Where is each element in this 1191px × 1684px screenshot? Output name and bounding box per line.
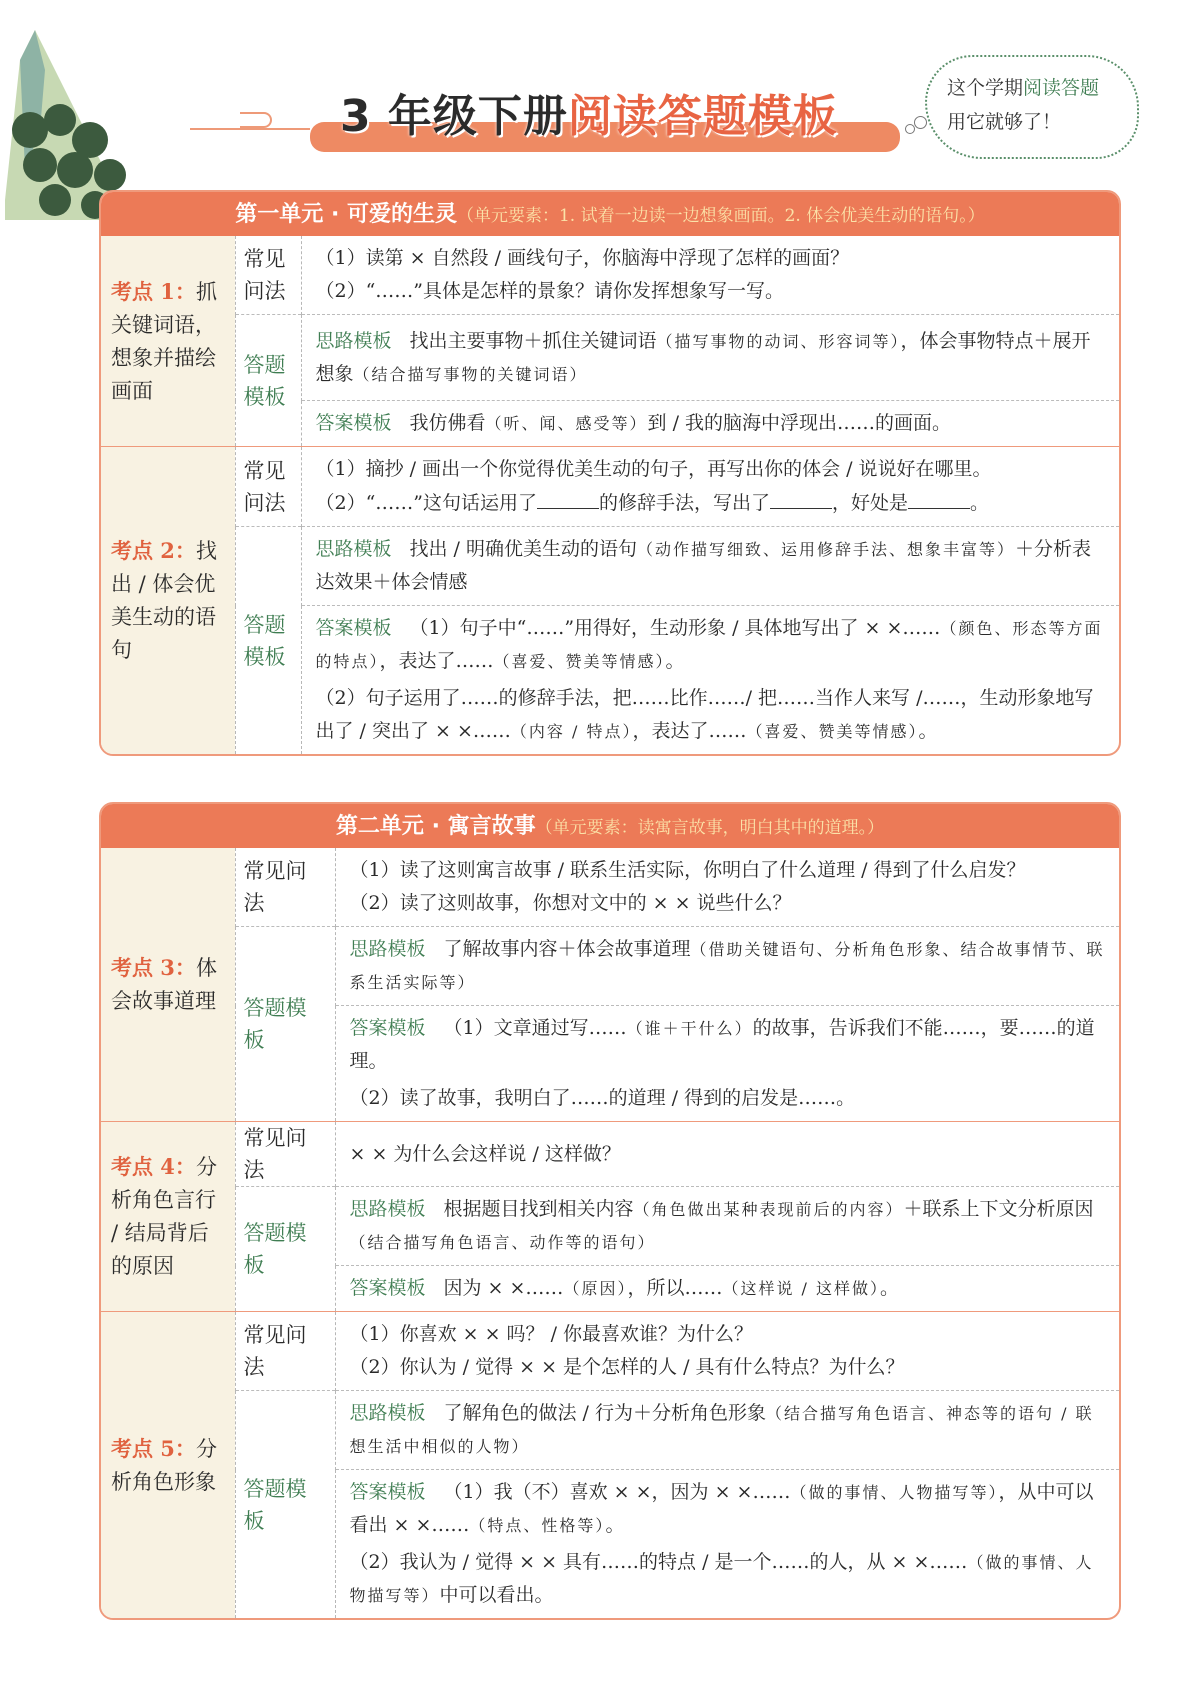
question-item: （1）摘抄 / 画出一个你觉得优美生动的句子，再写出你的体会 / 说说好在哪里。 bbox=[315, 458, 992, 480]
question-item: （2）你认为 / 觉得 × × 是个怎样的人 / 具有什么特点？为什么？ bbox=[349, 1356, 905, 1378]
answer-item bbox=[316, 612, 1108, 678]
question-text: （2）“……”这句话运用了 bbox=[315, 492, 538, 514]
answer-note: （谁＋干什么） bbox=[626, 1019, 753, 1038]
idea-text: ＋分析表达效果＋体会情感 bbox=[315, 538, 1092, 593]
idea-text: ＋联系上下文分析原因 bbox=[903, 1198, 1094, 1220]
template-category: 答题模板 bbox=[235, 1187, 335, 1312]
idea-note: （借助关键语句、分析角色形象、结合故事情节、联系生活实际等） bbox=[349, 940, 1105, 992]
page-header bbox=[190, 78, 910, 168]
point-4-cell bbox=[101, 1122, 235, 1312]
template-category: 答题模板 bbox=[235, 527, 301, 755]
question-item bbox=[316, 486, 1108, 520]
unit2-name: 第二单元 · 寓言故事 bbox=[335, 814, 536, 839]
question-text: ，好处是 bbox=[832, 492, 909, 514]
unit1-table bbox=[101, 236, 1119, 754]
answer-note: （这样说 / 这样做） bbox=[722, 1279, 881, 1298]
table-row bbox=[101, 527, 1119, 606]
point-label: 考点 5： bbox=[111, 1435, 196, 1461]
idea-note: （角色做出某种表现前后的内容） bbox=[633, 1200, 904, 1219]
unit1-header bbox=[101, 192, 1119, 236]
point-text: 找出 / 体会优美生动的语句 bbox=[111, 539, 217, 662]
title-grade: 3 年级下册 bbox=[340, 91, 568, 142]
answer-text: 到 / 我的脑海中浮现出……的画面。 bbox=[647, 412, 952, 434]
point-text: 分析角色言行 / 结局背后的原因 bbox=[111, 1155, 217, 1278]
unit2-header bbox=[101, 804, 1119, 848]
idea-template-label: 思路模板 bbox=[349, 1198, 426, 1220]
idea-template-cell bbox=[335, 1391, 1119, 1470]
point-text: 抓关键词语，想象并描绘画面 bbox=[111, 279, 217, 403]
answer-text: 。 bbox=[918, 720, 938, 742]
template-category: 答题模板 bbox=[235, 315, 301, 447]
answer-note: （喜爱、赞美等情感） bbox=[493, 652, 666, 671]
idea-template-label: 思路模板 bbox=[315, 538, 392, 560]
point-3-cell bbox=[101, 848, 235, 1122]
answer-item bbox=[350, 1546, 1108, 1612]
point-5-cell bbox=[101, 1312, 235, 1619]
answer-text: ，表达了…… bbox=[379, 650, 494, 672]
unit1-section bbox=[99, 190, 1121, 756]
answer-note: （做的事情、人物描写等） bbox=[349, 1553, 1094, 1605]
answer-text: 。 bbox=[605, 1514, 625, 1536]
point-1-cell bbox=[101, 236, 235, 447]
answer-note: （颜色、形态等方面的特点） bbox=[315, 619, 1103, 671]
template-category: 答题模板 bbox=[235, 927, 335, 1122]
table-row bbox=[101, 315, 1119, 401]
fill-blank bbox=[908, 486, 970, 509]
questions-cell bbox=[301, 447, 1119, 527]
question-category: 常见问法 bbox=[235, 447, 301, 527]
idea-text: ，体会事物特点＋展开想象 bbox=[315, 329, 1091, 385]
question-text: 。 bbox=[970, 492, 990, 514]
question-item: （2）“……”具体是怎样的景象？请你发挥想象写一写。 bbox=[315, 280, 785, 302]
page-title bbox=[340, 80, 838, 144]
point-text: 分析角色形象 bbox=[111, 1436, 217, 1494]
table-row bbox=[101, 1122, 1119, 1187]
answer-note: （喜爱、赞美等情感） bbox=[746, 722, 919, 741]
unit2-requirement: （单元要素：读寓言故事，明白其中的道理。） bbox=[535, 818, 885, 838]
slogan-line1: 这个学期 bbox=[947, 77, 1024, 99]
table-row bbox=[101, 1391, 1119, 1470]
idea-text: 找出 / 明确优美生动的语句 bbox=[409, 538, 637, 560]
answer-text: （2）我认为 / 觉得 × × 具有……的特点 / 是一个……的人，从 × ×…… bbox=[349, 1551, 968, 1573]
answer-text: （1）句子中“……”用得好，生动形象 / 具体地写出了 × ×…… bbox=[409, 617, 941, 639]
unit2-section bbox=[99, 802, 1121, 1620]
answer-note: （听、闻、感受等） bbox=[485, 414, 648, 433]
idea-note: （结合描写角色语言、神态等的语句 / 联想生活中相似的人物） bbox=[349, 1404, 1094, 1456]
answer-text: 中可以看出。 bbox=[439, 1584, 554, 1606]
thought-bubble-dot bbox=[914, 116, 927, 129]
answer-template-label: 答案模板 bbox=[349, 1481, 426, 1503]
table-row bbox=[101, 848, 1119, 927]
answer-text: 。 bbox=[880, 1277, 900, 1299]
answer-note: （特点、性格等） bbox=[469, 1516, 606, 1535]
answer-text: （1）我（不）喜欢 × ×，因为 × ×…… bbox=[443, 1481, 791, 1503]
question-category: 常见问法 bbox=[235, 236, 301, 315]
answer-text: （1）文章通过写…… bbox=[443, 1017, 627, 1039]
decorative-swirl bbox=[240, 112, 272, 128]
answer-template-label: 答案模板 bbox=[349, 1017, 426, 1039]
table-row bbox=[101, 447, 1119, 527]
question-item: （1）读了这则寓言故事 / 联系生活实际，你明白了什么道理 / 得到了什么启发？ bbox=[349, 859, 1026, 881]
idea-note: （结合描写事物的关键词语） bbox=[353, 364, 588, 384]
idea-template-cell bbox=[301, 527, 1119, 606]
idea-template-label: 思路模板 bbox=[315, 329, 392, 352]
idea-text: 找出主要事物＋抓住关键词语 bbox=[409, 329, 657, 352]
decorative-line bbox=[190, 128, 310, 130]
questions-cell bbox=[335, 848, 1119, 927]
answer-text: 我仿佛看 bbox=[409, 412, 486, 434]
idea-template-cell bbox=[335, 1187, 1119, 1266]
answer-text: （2）句子运用了……的修辞手法，把……比作……/ 把……当作人来写 /……，生动形象地写出了 / 突出了 × ×…… bbox=[315, 687, 1094, 742]
template-category: 答题模板 bbox=[235, 1391, 335, 1619]
idea-note: （结合描写角色语言、动作等的语句） bbox=[349, 1233, 656, 1252]
answer-template-cell bbox=[301, 606, 1119, 755]
point-label: 考点 3： bbox=[111, 955, 196, 980]
thought-bubble-dot bbox=[905, 124, 915, 134]
slogan-line2: 用它就够了！ bbox=[947, 111, 1062, 133]
point-2-cell bbox=[101, 447, 235, 755]
question-category: 常见问法 bbox=[235, 1122, 335, 1187]
answer-item: （2）读了故事，我明白了……的道理 / 得到的启发是……。 bbox=[349, 1087, 856, 1109]
table-row bbox=[101, 927, 1119, 1006]
fill-blank bbox=[770, 486, 832, 509]
question-category: 常见问法 bbox=[235, 1312, 335, 1391]
answer-text: 因为 × ×…… bbox=[443, 1277, 564, 1299]
answer-text: 的故事，告诉我们不能……，要……的道理。 bbox=[349, 1017, 1095, 1072]
answer-template-cell bbox=[335, 1006, 1119, 1122]
question-item: （2）读了这则故事，你想对文中的 × × 说些什么？ bbox=[349, 892, 792, 914]
answer-text: ，所以…… bbox=[627, 1277, 723, 1299]
idea-note: （动作描写细致、运用修辞手法、想象丰富等） bbox=[637, 540, 1016, 559]
table-row bbox=[101, 236, 1119, 315]
answer-text: ，从中可以看出 × ×…… bbox=[349, 1481, 1094, 1536]
answer-template-label: 答案模板 bbox=[315, 412, 392, 434]
answer-text: ，表达了…… bbox=[632, 720, 747, 742]
idea-text: 根据题目找到相关内容 bbox=[443, 1198, 634, 1220]
title-subject: 阅读答题模板 bbox=[567, 91, 838, 142]
point-label: 考点 2： bbox=[111, 538, 196, 563]
question-item: × × 为什么会这样说 / 这样做？ bbox=[349, 1142, 621, 1165]
answer-template-cell bbox=[335, 1266, 1119, 1312]
fill-blank bbox=[537, 486, 599, 509]
slogan-text bbox=[947, 71, 1099, 139]
unit2-table bbox=[101, 848, 1119, 1618]
idea-template-label: 思路模板 bbox=[349, 938, 426, 960]
answer-note: （原因） bbox=[563, 1279, 628, 1298]
table-row bbox=[101, 1312, 1119, 1391]
question-category: 常见问法 bbox=[235, 848, 335, 927]
slogan-cloud bbox=[925, 55, 1139, 159]
idea-text: 了解角色的做法 / 行为＋分析角色形象 bbox=[443, 1402, 766, 1424]
idea-note: （描写事物的动词、形容词等） bbox=[656, 331, 901, 351]
questions-cell bbox=[335, 1122, 1119, 1187]
answer-item bbox=[350, 1012, 1108, 1078]
point-label: 考点 1： bbox=[111, 278, 196, 304]
idea-template-cell bbox=[335, 927, 1119, 1006]
answer-template-label: 答案模板 bbox=[315, 617, 392, 639]
answer-template-label: 答案模板 bbox=[349, 1277, 426, 1299]
answer-template-cell bbox=[335, 1470, 1119, 1619]
question-item: （1）你喜欢 × × 吗？ / 你最喜欢谁？为什么？ bbox=[349, 1323, 754, 1345]
answer-note: （做的事情、人物描写等） bbox=[790, 1483, 999, 1502]
idea-template-cell bbox=[301, 315, 1119, 401]
slogan-line1-highlight: 阅读答题 bbox=[1023, 77, 1100, 99]
answer-item bbox=[350, 1476, 1108, 1542]
unit1-name: 第一单元 · 可爱的生灵 bbox=[235, 202, 457, 227]
unit1-requirement: （单元要素：1. 试着一边读一边想象画面。2. 体会优美生动的语句。） bbox=[456, 206, 985, 226]
questions-cell bbox=[301, 236, 1119, 315]
question-text: 的修辞手法，写出了 bbox=[599, 492, 771, 514]
point-label: 考点 4： bbox=[111, 1154, 196, 1179]
questions-cell bbox=[335, 1312, 1119, 1391]
point-text: 体会故事道理 bbox=[111, 956, 217, 1013]
question-item: （1）读第 × 自然段 / 画线句子，你脑海中浮现了怎样的画面？ bbox=[315, 247, 850, 269]
table-row bbox=[101, 1187, 1119, 1266]
answer-item bbox=[316, 682, 1108, 748]
answer-text: 。 bbox=[665, 650, 685, 672]
answer-note: （内容 / 特点） bbox=[510, 722, 633, 741]
idea-template-label: 思路模板 bbox=[349, 1402, 426, 1424]
answer-template-cell bbox=[301, 401, 1119, 447]
idea-text: 了解故事内容＋体会故事道理 bbox=[443, 938, 691, 960]
